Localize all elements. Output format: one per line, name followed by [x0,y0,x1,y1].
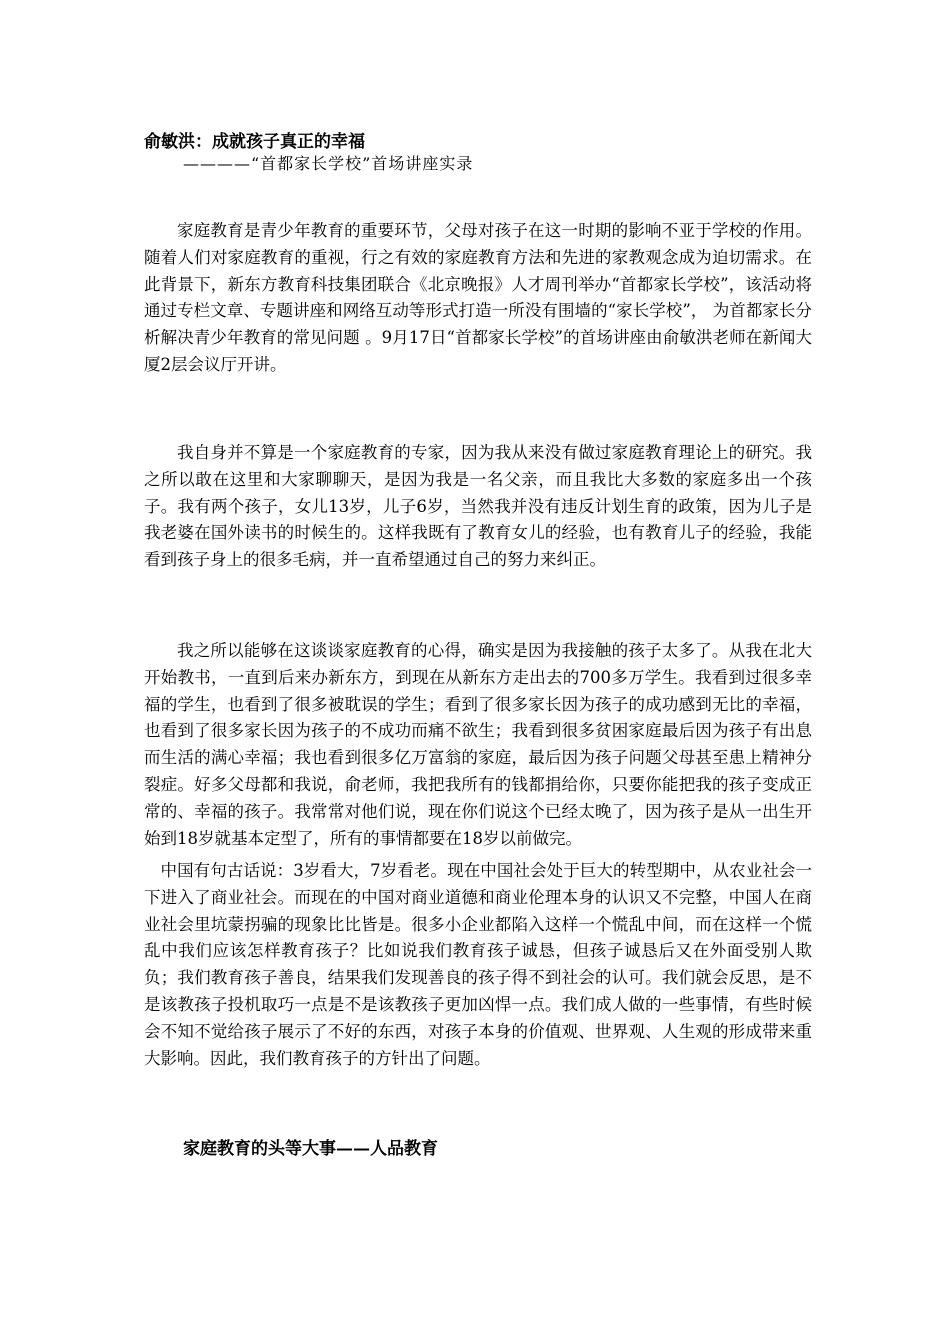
article-subtitle: ————“首都家长学校”首场讲座实录 [183,154,474,173]
paragraph-about-speaker: 我自身并不算是一个家庭教育的专家，因为我从来没有做过家庭教育理论上的研究。我之所以敢在这里和大家聊聊天，是因为我是一名父亲，而且我比大多数的家庭多出一个孩子。我有两个孩子，女儿13岁，儿子6岁，当然我并没有违反计划生育的政策，因为儿子是我老婆在国外读书的时候生的。这样我既有了教育女儿的经验，也有教育儿子的经验，我能看到孩子身上的很多毛病，并一直希望通过自己的努力来纠正。 [144,443,812,570]
section-heading: 家庭教育的头等大事——人品教育 [183,1139,438,1159]
paragraph-society: 中国有句古话说：3岁看大，7岁看老。现在中国社会处于巨大的转型期中，从农业社会一下进入了商业社会。而现在的中国对商业道德和商业伦理本身的认识又不完整，中国人在商业社会里坑蒙拐骗的现象比比皆是。很多小企业都陷入这样一个慌乱中间，而在这样一个慌乱中我们应该怎样教育孩子？比如说我们教育孩子诚恳，但孩子诚恳后又在外面受别人欺负；我们教育孩子善良，结果我们发现善良的孩子得不到社会的认可。我们就会反思，是不是该教孩子投机取巧一点是不是该教孩子更加凶悍一点。我们成人做的一些事情，有些时候会不知不觉给孩子展示了不好的东西，对孩子本身的价值观、世界观、人生观的形成带来重大影响。因此，我们教育孩子的方针出了问题。 [144,861,812,1068]
paragraph-intro: 家庭教育是青少年教育的重要环节，父母对孩子在这一时期的影响不亚于学校的作用。随着人们对家庭教育的重视，行之有效的家庭教育方法和先进的家教观念成为迫切需求。在此背景下，新东方教育科技集团联合《北京晚报》人才周刊举办“首都家长学校”，该活动将通过专栏文章、专题讲座和网络互动等形式打造一所没有围墙的“家长学校”， 为首都家长分析解决青少年教育的常见问题 。9月17日“首都家长学校”的首场讲座由俞敏洪老师在新闻大厦2层会议厅开讲。 [144,221,812,374]
paragraph-experience: 我之所以能够在这谈谈家庭教育的心得，确实是因为我接触的孩子太多了。从我在北大开始教书，一直到后来办新东方，到现在从新东方走出去的700多万学生。我看到过很多幸福的学生，也看到了很多被耽误的学生；看到了很多家长因为孩子的成功感到无比的幸福，也看到了很多家长因为孩子的不成功而痛不欲生；我看到很多贫困家庭最后因为孩子有出息而生活的满心幸福；我也看到很多亿万富翁的家庭，最后因为孩子问题父母甚至患上精神分裂症。好多父母都和我说，俞老师，我把我所有的钱都捐给你，只要你能把我的孩子变成正常的、幸福的孩子。我常常对他们说，现在你们说这个已经太晚了，因为孩子是从一出生开始到18岁就基本定型了，所有的事情都要在18岁以前做完。 [144,641,812,848]
article-title: 俞敏洪：成就孩子真正的幸福 [144,132,365,152]
